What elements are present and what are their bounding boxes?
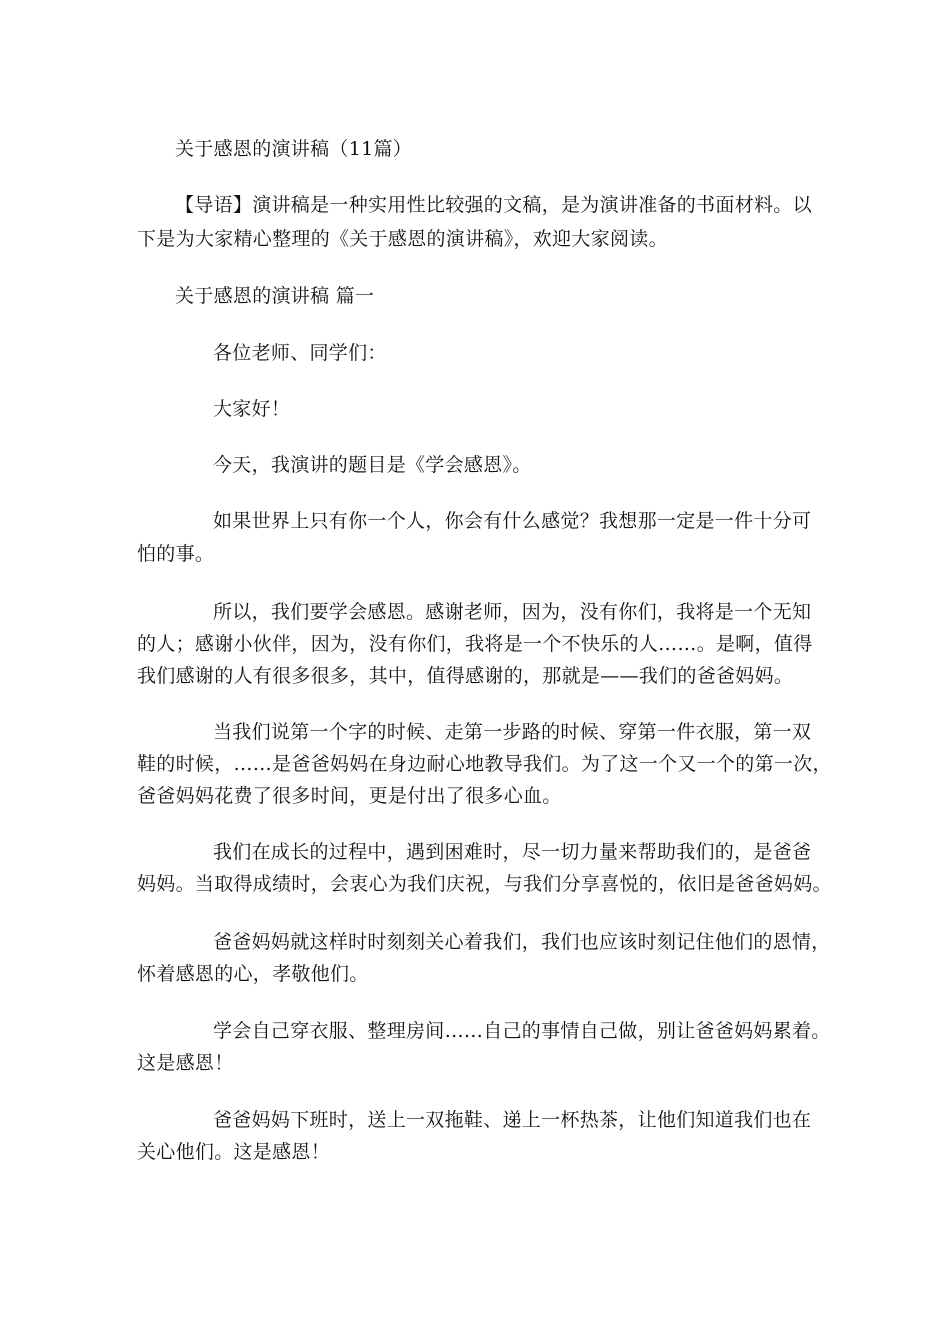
paragraph-line: 今天，我演讲的题目是《学会感恩》。 bbox=[213, 454, 532, 476]
paragraph-line: 鞋的时候，……是爸爸妈妈在身边耐心地教导我们。为了这一个又一个的第一次， bbox=[137, 753, 832, 775]
paragraph-line: 所以，我们要学会感恩。感谢老师，因为，没有你们，我将是一个无知 bbox=[213, 601, 812, 623]
greeting: 大家好！ bbox=[213, 398, 291, 420]
paragraph-line: 关心他们。这是感恩！ bbox=[137, 1141, 331, 1163]
paragraph-line: 怕的事。 bbox=[137, 543, 215, 565]
paragraph-line: 怀着感恩的心，孝敬他们。 bbox=[137, 963, 369, 985]
paragraph-line: 学会自己穿衣服、整理房间……自己的事情自己做，别让爸爸妈妈累着。 bbox=[213, 1020, 831, 1042]
paragraph-line: 妈妈。当取得成绩时，会衷心为我们庆祝，与我们分享喜悦的，依旧是爸爸妈妈。 bbox=[137, 873, 832, 895]
intro-line: 下是为大家精心整理的《关于感恩的演讲稿》，欢迎大家阅读。 bbox=[137, 228, 668, 250]
paragraph-line: 爸爸妈妈就这样时时刻刻关心着我们，我们也应该时刻记住他们的恩情， bbox=[213, 931, 831, 953]
intro-line: 【导语】演讲稿是一种实用性比较强的文稿，是为演讲准备的书面材料。以 bbox=[175, 194, 812, 216]
document-title: 关于感恩的演讲稿（11篇） bbox=[175, 138, 413, 160]
paragraph-line: 我们感谢的人有很多很多，其中，值得感谢的，那就是——我们的爸爸妈妈。 bbox=[137, 665, 794, 687]
paragraph-line: 爸爸妈妈下班时，送上一双拖鞋、递上一杯热茶，让他们知道我们也在 bbox=[213, 1109, 812, 1131]
paragraph-line: 这是感恩！ bbox=[137, 1052, 234, 1074]
salutation: 各位老师、同学们： bbox=[213, 342, 387, 364]
paragraph-line: 当我们说第一个字的时候、走第一步路的时候、穿第一件衣服，第一双 bbox=[213, 721, 812, 743]
paragraph-line: 我们在成长的过程中，遇到困难时，尽一切力量来帮助我们的，是爸爸 bbox=[213, 841, 812, 863]
paragraph-line: 的人；感谢小伙伴，因为，没有你们，我将是一个不快乐的人……。是啊，值得 bbox=[137, 633, 813, 655]
section-heading: 关于感恩的演讲稿 篇一 bbox=[175, 285, 375, 307]
paragraph-line: 爸爸妈妈花费了很多时间，更是付出了很多心血。 bbox=[137, 785, 562, 807]
paragraph-line: 如果世界上只有你一个人，你会有什么感觉？我想那一定是一件十分可 bbox=[213, 510, 812, 532]
